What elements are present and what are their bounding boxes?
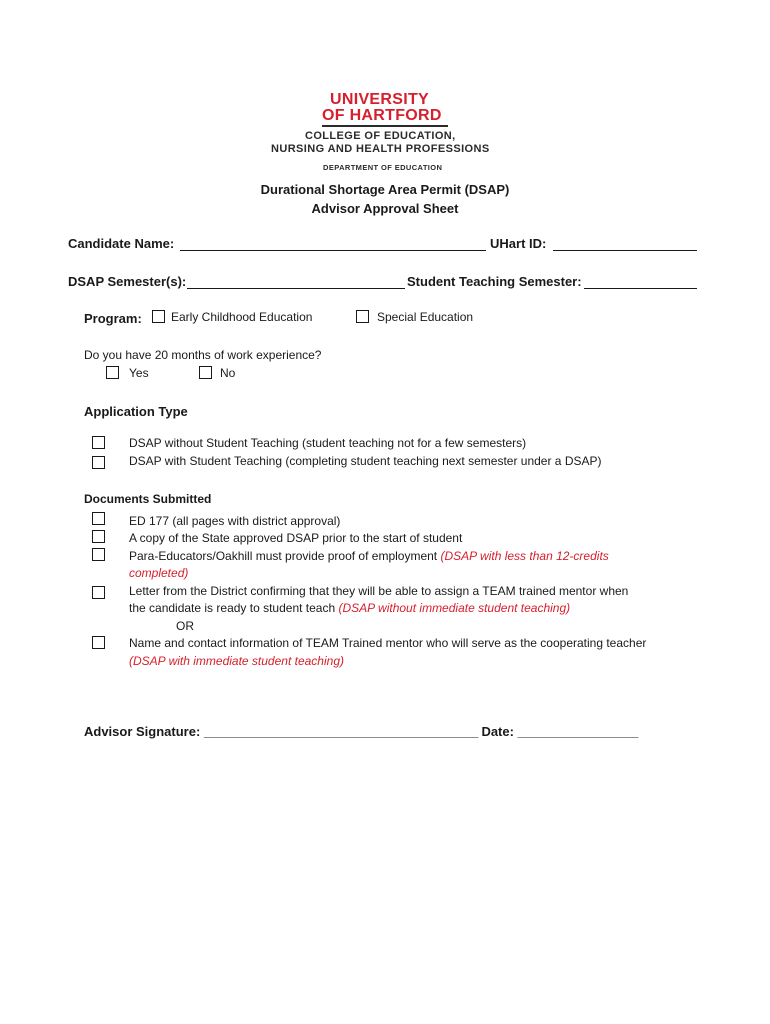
experience-no-label: No	[220, 366, 236, 380]
logo-college-line2: NURSING AND HEALTH PROFESSIONS	[271, 143, 490, 155]
or-separator: OR	[176, 619, 194, 633]
doc-team-mentor-label: Name and contact information of TEAM Trained mentor who will serve as the cooperating teacher	[129, 636, 647, 650]
uhart-id-label: UHart ID:	[490, 236, 547, 251]
doc-state-dsap-checkbox[interactable]	[92, 530, 105, 543]
logo-line-hartford: OF HARTFORD	[322, 107, 442, 124]
doc-para-educators-note-cont: completed)	[129, 566, 189, 580]
experience-question: Do you have 20 months of work experience?	[84, 348, 322, 362]
student-teaching-semester-field[interactable]	[584, 288, 697, 289]
dsap-without-st-label: DSAP without Student Teaching (student teaching not for a few semesters)	[129, 436, 527, 450]
date-field[interactable]: __________________	[517, 724, 638, 739]
logo-divider	[322, 125, 448, 127]
doc-team-mentor-checkbox[interactable]	[92, 636, 105, 649]
doc-state-dsap-label: A copy of the State approved DSAP prior to the start of student	[129, 531, 463, 545]
logo-line-university: UNIVERSITY	[330, 91, 430, 108]
form-subtitle: Advisor Approval Sheet	[311, 201, 459, 216]
student-teaching-semester-label: Student Teaching Semester:	[407, 274, 582, 289]
dsap-with-st-checkbox[interactable]	[92, 456, 105, 469]
logo-department: DEPARTMENT OF EDUCATION	[323, 163, 443, 172]
advisor-signature-field[interactable]: _________________________________________	[203, 724, 478, 739]
early-childhood-checkbox[interactable]	[152, 310, 165, 323]
early-childhood-label: Early Childhood Education	[171, 310, 313, 324]
doc-para-educators-label	[129, 549, 609, 563]
experience-yes-checkbox[interactable]	[106, 366, 119, 379]
doc-para-educators-text: Para-Educators/Oakhill must provide proof of employment	[129, 549, 441, 563]
doc-ed177-label: ED 177 (all pages with district approval)	[129, 514, 341, 528]
doc-district-letter-cont	[129, 601, 570, 615]
logo-college-line1: COLLEGE OF EDUCATION,	[305, 130, 456, 142]
experience-no-checkbox[interactable]	[199, 366, 212, 379]
special-education-label: Special Education	[377, 310, 474, 324]
doc-para-educators-note: (DSAP with less than 12-credits	[440, 549, 609, 563]
documents-heading: Documents Submitted	[84, 492, 212, 506]
doc-district-letter-note: (DSAP without immediate student teaching)	[338, 601, 571, 615]
advisor-signature-row	[84, 724, 638, 739]
dsap-without-st-checkbox[interactable]	[92, 436, 105, 449]
doc-para-educators-checkbox[interactable]	[92, 548, 105, 561]
doc-team-mentor-note: (DSAP with immediate student teaching)	[129, 654, 344, 668]
experience-yes-label: Yes	[129, 366, 149, 380]
uhart-id-field[interactable]	[553, 250, 697, 251]
date-label: Date:	[481, 724, 514, 739]
dsap-semesters-field[interactable]	[187, 288, 405, 289]
advisor-signature-label: Advisor Signature:	[84, 724, 201, 739]
special-education-checkbox[interactable]	[356, 310, 369, 323]
candidate-name-field[interactable]	[180, 250, 486, 251]
program-label: Program:	[84, 311, 142, 326]
doc-district-letter-checkbox[interactable]	[92, 586, 105, 599]
doc-district-letter-label: Letter from the District confirming that they will be able to assign a TEAM trained mentor when	[129, 584, 629, 598]
application-type-heading: Application Type	[84, 404, 188, 419]
dsap-semesters-label: DSAP Semester(s):	[68, 274, 187, 289]
doc-ed177-checkbox[interactable]	[92, 512, 105, 525]
candidate-name-label: Candidate Name:	[68, 236, 175, 251]
dsap-with-st-label: DSAP with Student Teaching (completing student teaching next semester under a DSAP)	[129, 454, 602, 468]
form-title: Durational Shortage Area Permit (DSAP)	[260, 182, 510, 197]
doc-district-letter-text: the candidate is ready to student teach	[129, 601, 339, 615]
